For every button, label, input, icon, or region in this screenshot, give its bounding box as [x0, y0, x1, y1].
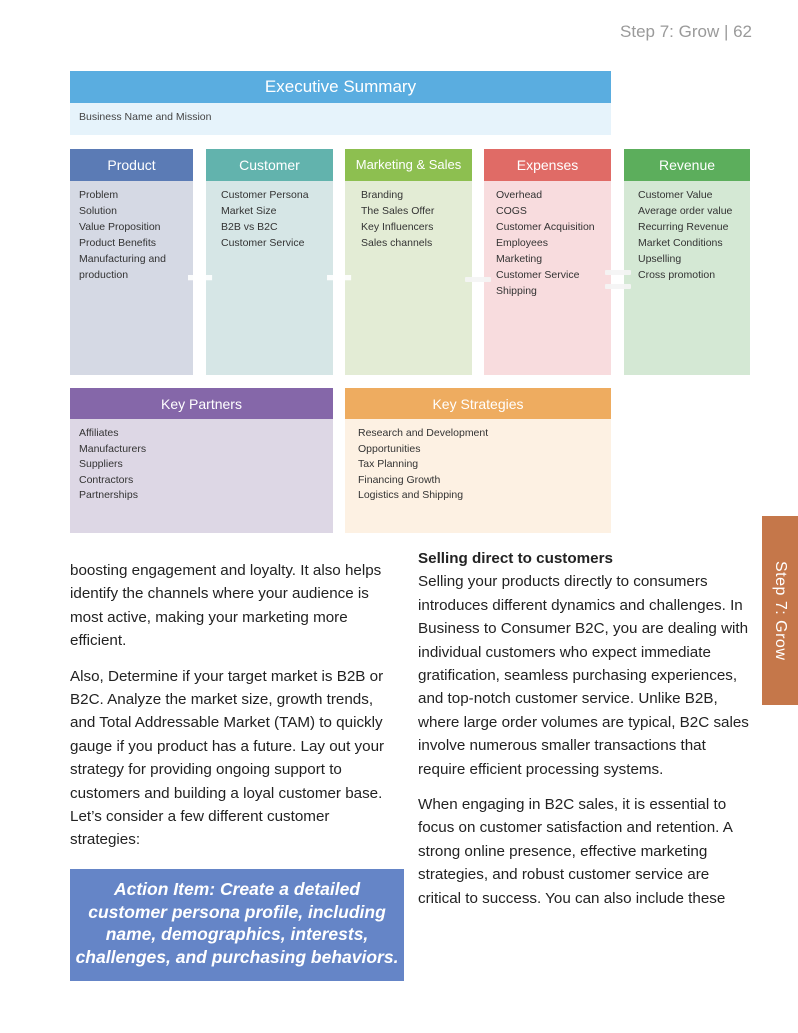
- paragraph: When engaging in B2C sales, it is essential to focus on customer satisfaction and retention. A strong online presence, effective marketing strategies, and robust customer service are critical to success. You can also include these: [418, 796, 733, 907]
- list-item: production: [79, 269, 129, 281]
- customer-column: [206, 149, 333, 375]
- equals-icon: [605, 284, 631, 289]
- list-item: The Sales Offer: [361, 205, 435, 217]
- key-strategies-box: [345, 388, 611, 533]
- page-header: Step 7: Grow | 62: [620, 22, 752, 41]
- marketing-sales-column: [345, 149, 472, 375]
- list-item: Suppliers: [79, 458, 123, 471]
- list-item: Opportunities: [358, 442, 421, 455]
- customer-header: Customer: [206, 149, 333, 181]
- list-item: Partnerships: [79, 489, 138, 502]
- executive-summary-subtitle: Business Name and Mission: [70, 103, 611, 135]
- minus-icon: [465, 277, 491, 282]
- revenue-column: [624, 149, 750, 375]
- product-body: [70, 181, 193, 375]
- list-item: Manufacturing and: [79, 253, 166, 265]
- product-column: [70, 149, 193, 375]
- list-item: Financing Growth: [358, 473, 441, 486]
- list-item: B2B vs B2C: [221, 221, 278, 233]
- key-partners-box: [70, 388, 333, 533]
- expenses-body: [484, 181, 611, 375]
- key-partners-header: Key Partners: [70, 388, 333, 419]
- revenue-body: [624, 181, 750, 375]
- list-item: Customer Service: [496, 269, 580, 281]
- list-item: COGS: [496, 205, 527, 217]
- list-item: Product Benefits: [79, 237, 157, 249]
- list-item: Customer Persona: [221, 189, 309, 201]
- list-item: Sales channels: [361, 237, 433, 249]
- list-item: Market Conditions: [638, 237, 723, 249]
- list-item: Affiliates: [79, 427, 119, 439]
- left-text-column: [70, 559, 402, 864]
- product-header: Product: [70, 149, 193, 181]
- list-item: Marketing: [496, 253, 543, 265]
- customer-body: [206, 181, 333, 375]
- list-item: Market Size: [221, 205, 277, 217]
- list-item: Research and Development: [358, 427, 489, 439]
- list-item: Average order value: [638, 205, 733, 217]
- list-item: Shipping: [496, 285, 537, 297]
- expenses-header: Expenses: [484, 149, 611, 181]
- list-item: Upselling: [638, 253, 682, 265]
- revenue-header: Revenue: [624, 149, 750, 181]
- list-item: Customer Service: [221, 237, 305, 249]
- plus-icon: +: [325, 252, 354, 305]
- list-item: Manufacturers: [79, 442, 147, 455]
- key-strategies-header: Key Strategies: [345, 388, 611, 419]
- marketing-sales-body: [345, 181, 472, 375]
- executive-summary-title: Executive Summary: [70, 71, 611, 103]
- key-strategies-body: [345, 419, 611, 533]
- section-heading: Selling direct to customers: [418, 550, 613, 567]
- list-item: Customer Acquisition: [496, 221, 595, 233]
- plus-icon: +: [186, 252, 215, 305]
- list-item: Key Influencers: [361, 221, 434, 233]
- expenses-column: [484, 149, 611, 375]
- paragraph: Also, Determine if your target market is B2B or B2C. Analyze the market size, growth trends, and Total Addressable Market (TAM) to quickly gauge if you product has a future. Lay out your strategy for providing ongoing support to customers and building a loyal customer base. Let’s consider a few different customer strategies:: [70, 667, 385, 849]
- chapter-tab-label: Step 7: Grow: [772, 560, 789, 661]
- paragraph: Selling your products directly to consumers introduces different dynamics and challenges. In Business to Consumer B2C, you are dealing with individual customers who expect immediate gratification, seamless purchasing experiences, and top-notch customer service. Unlike B2B, where large order volumes are typical, B2C sales involve numerous smaller transactions that require efficient processing systems.: [418, 573, 749, 778]
- list-item: Recurring Revenue: [638, 221, 729, 233]
- list-item: Overhead: [496, 189, 543, 201]
- list-item: Tax Planning: [358, 458, 419, 471]
- right-text-column: [418, 547, 754, 922]
- list-item: Branding: [361, 189, 404, 201]
- chapter-tab: [762, 516, 798, 705]
- equals-icon: [605, 270, 631, 275]
- action-item-box: Action Item: Create a detailed customer persona profile, including name, demographics, interests, challenges, and purchasing behaviors.: [70, 869, 404, 981]
- list-item: Solution: [79, 205, 117, 217]
- list-item: Logistics and Shipping: [358, 489, 464, 502]
- list-item: Employees: [496, 237, 548, 249]
- marketing-sales-header: Marketing & Sales: [345, 149, 472, 181]
- list-item: Problem: [79, 189, 119, 201]
- list-item: Cross promotion: [638, 269, 716, 281]
- list-item: Customer Value: [638, 189, 713, 201]
- list-item: Contractors: [79, 473, 134, 486]
- key-partners-body: [70, 419, 333, 533]
- paragraph: boosting engagement and loyalty. It also helps identify the channels where your audience is most active, making your marketing more efficient.: [70, 562, 382, 650]
- list-item: Value Proposition: [79, 221, 161, 233]
